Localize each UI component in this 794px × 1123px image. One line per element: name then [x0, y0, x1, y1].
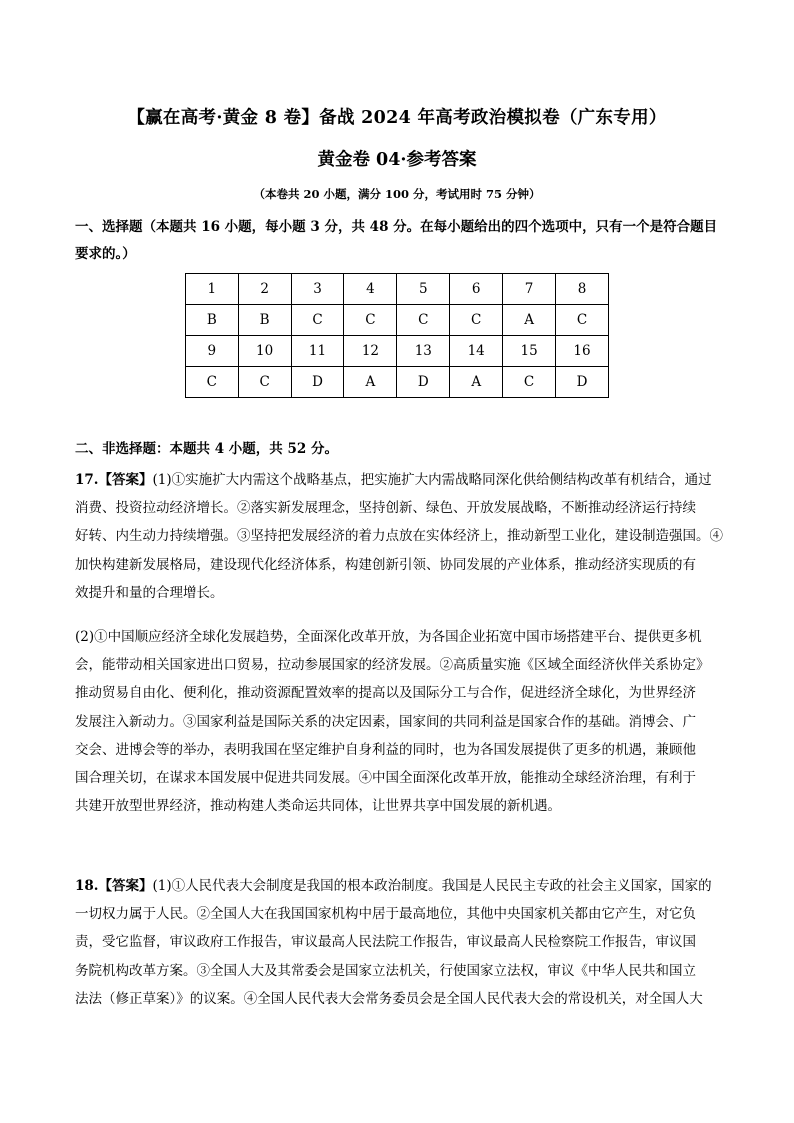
table-cell: 15 — [503, 336, 556, 367]
table-cell: 2 — [238, 274, 291, 305]
q18-answer — [75, 872, 725, 1013]
document-subtitle: 黄金卷 04·参考答案 — [317, 150, 477, 170]
section1-heading — [75, 214, 725, 268]
exam-note: （本卷共 20 小题，满分 100 分，考试用时 75 分钟） — [253, 187, 541, 201]
table-cell: 14 — [450, 336, 503, 367]
answer-line: 责，受它监督，审议政府工作报告，审议最高人民法院工作报告，审议最高人民检察院工作报告，审议国 — [75, 934, 696, 951]
answer-line: 一切权力属于人民。②全国人大在我国国家机构中居于最高地位，其他中央国家机关都由它产生，对它负 — [75, 906, 696, 923]
table-cell: C — [238, 367, 291, 398]
answer-line: 发展注入新动力。③国家利益是国际关系的决定因素，国家间的共同利益是国家合作的基础。消博会、广 — [75, 713, 696, 730]
answer-text: (1)①实施扩大内需这个战略基点，把实施扩大内需战略同深化供给侧结构改革有机结合，通过 — [152, 472, 712, 488]
answer-line: (2)①中国顺应经济全球化发展趋势，全面深化改革开放，为各国企业拓宽中国市场搭建平台、提供更多机 — [75, 629, 702, 645]
table-cell: A — [503, 305, 556, 336]
table-cell: C — [344, 305, 397, 336]
answer-line — [75, 872, 725, 900]
answer-line: 推动贸易自由化、便利化，推动资源配置效率的提高以及国际分工与合作，促进经济全球化，为世界经济 — [75, 685, 696, 702]
table-row — [186, 336, 609, 367]
answer-table — [185, 273, 609, 398]
table-cell: 13 — [397, 336, 450, 367]
answer-line: 消费、投资拉动经济增长。②落实新发展理念，坚持创新、绿色、开放发展战略，不断推动经济运行持续 — [75, 500, 696, 517]
table-cell: 10 — [238, 336, 291, 367]
q18-label: 18.【答案】 — [75, 878, 153, 894]
table-cell: B — [238, 305, 291, 336]
table-cell: D — [291, 367, 344, 398]
document-title: 【赢在高考·黄金 8 卷】备战 2024 年高考政治模拟卷（广东专用） — [127, 108, 667, 128]
table-row — [186, 367, 609, 398]
answer-line: 务院机构改革方案。③全国人大及其常委会是国家立法机关，行使国家立法权，审议《中华人民共和国立 — [75, 962, 696, 979]
section1-heading-line: 要求的。） — [75, 246, 136, 262]
q17-answer-part2 — [75, 623, 725, 820]
table-cell: C — [291, 305, 344, 336]
table-cell: 3 — [291, 274, 344, 305]
table-cell: 6 — [450, 274, 503, 305]
answer-line: 交会、进博会等的举办，表明我国在坚定维护自身利益的同时，也为各国发展提供了更多的机遇，兼顾他 — [75, 741, 696, 758]
answer-line: 加快构建新发展格局，建设现代化经济体系，构建创新引领、协同发展的产业体系，推动经济实现质的有 — [75, 556, 696, 573]
table-row — [186, 305, 609, 336]
answer-text: (1)①人民代表大会制度是我国的根本政治制度。我国是人民民主专政的社会主义国家，国家的 — [152, 878, 712, 894]
table-cell: 12 — [344, 336, 397, 367]
table-cell: 4 — [344, 274, 397, 305]
answer-line: 效提升和量的合理增长。 — [75, 584, 224, 601]
table-cell: 16 — [556, 336, 609, 367]
table-cell: D — [556, 367, 609, 398]
table-cell: C — [397, 305, 450, 336]
answer-line: 会，能带动相关国家进出口贸易，拉动参展国家的经济发展。②高质量实施《区域全面经济伙伴关系协定》 — [75, 657, 710, 674]
answer-line: 共建开放型世界经济，推动构建人类命运共同体，让世界共享中国发展的新机遇。 — [75, 798, 561, 815]
table-row — [186, 274, 609, 305]
section2-heading: 二、非选择题：本题共 4 小题，共 52 分。 — [75, 441, 338, 457]
table-cell: 8 — [556, 274, 609, 305]
table-cell: C — [186, 367, 239, 398]
section1-heading-line: 一、选择题（本题共 16 小题，每小题 3 分，共 48 分。在每小题给出的四个选项中，只有一个是符合题目 — [75, 219, 718, 235]
table-cell: 9 — [186, 336, 239, 367]
q17-label: 17.【答案】 — [75, 472, 153, 488]
q17-answer-part1 — [75, 466, 725, 607]
table-cell: C — [450, 305, 503, 336]
answer-line: 好转、内生动力持续增强。③坚持把发展经济的着力点放在实体经济上，推动新型工业化，建设制造强国。④ — [75, 528, 723, 545]
table-cell: A — [450, 367, 503, 398]
table-cell: D — [397, 367, 450, 398]
table-cell: B — [186, 305, 239, 336]
answer-line: 法法（修正草案）》的议案。④全国人民代表大会常务委员会是全国人民代表大会的常设机关，对全国人大 — [75, 990, 703, 1007]
answer-line: 国合理关切，在谋求本国发展中促进共同发展。④中国全面深化改革开放，能推动全球经济治理，有利于 — [75, 770, 696, 787]
table-cell: 1 — [186, 274, 239, 305]
table-cell: 11 — [291, 336, 344, 367]
table-cell: C — [556, 305, 609, 336]
table-cell: C — [503, 367, 556, 398]
table-cell: 5 — [397, 274, 450, 305]
answer-line — [75, 466, 725, 494]
table-cell: A — [344, 367, 397, 398]
table-cell: 7 — [503, 274, 556, 305]
